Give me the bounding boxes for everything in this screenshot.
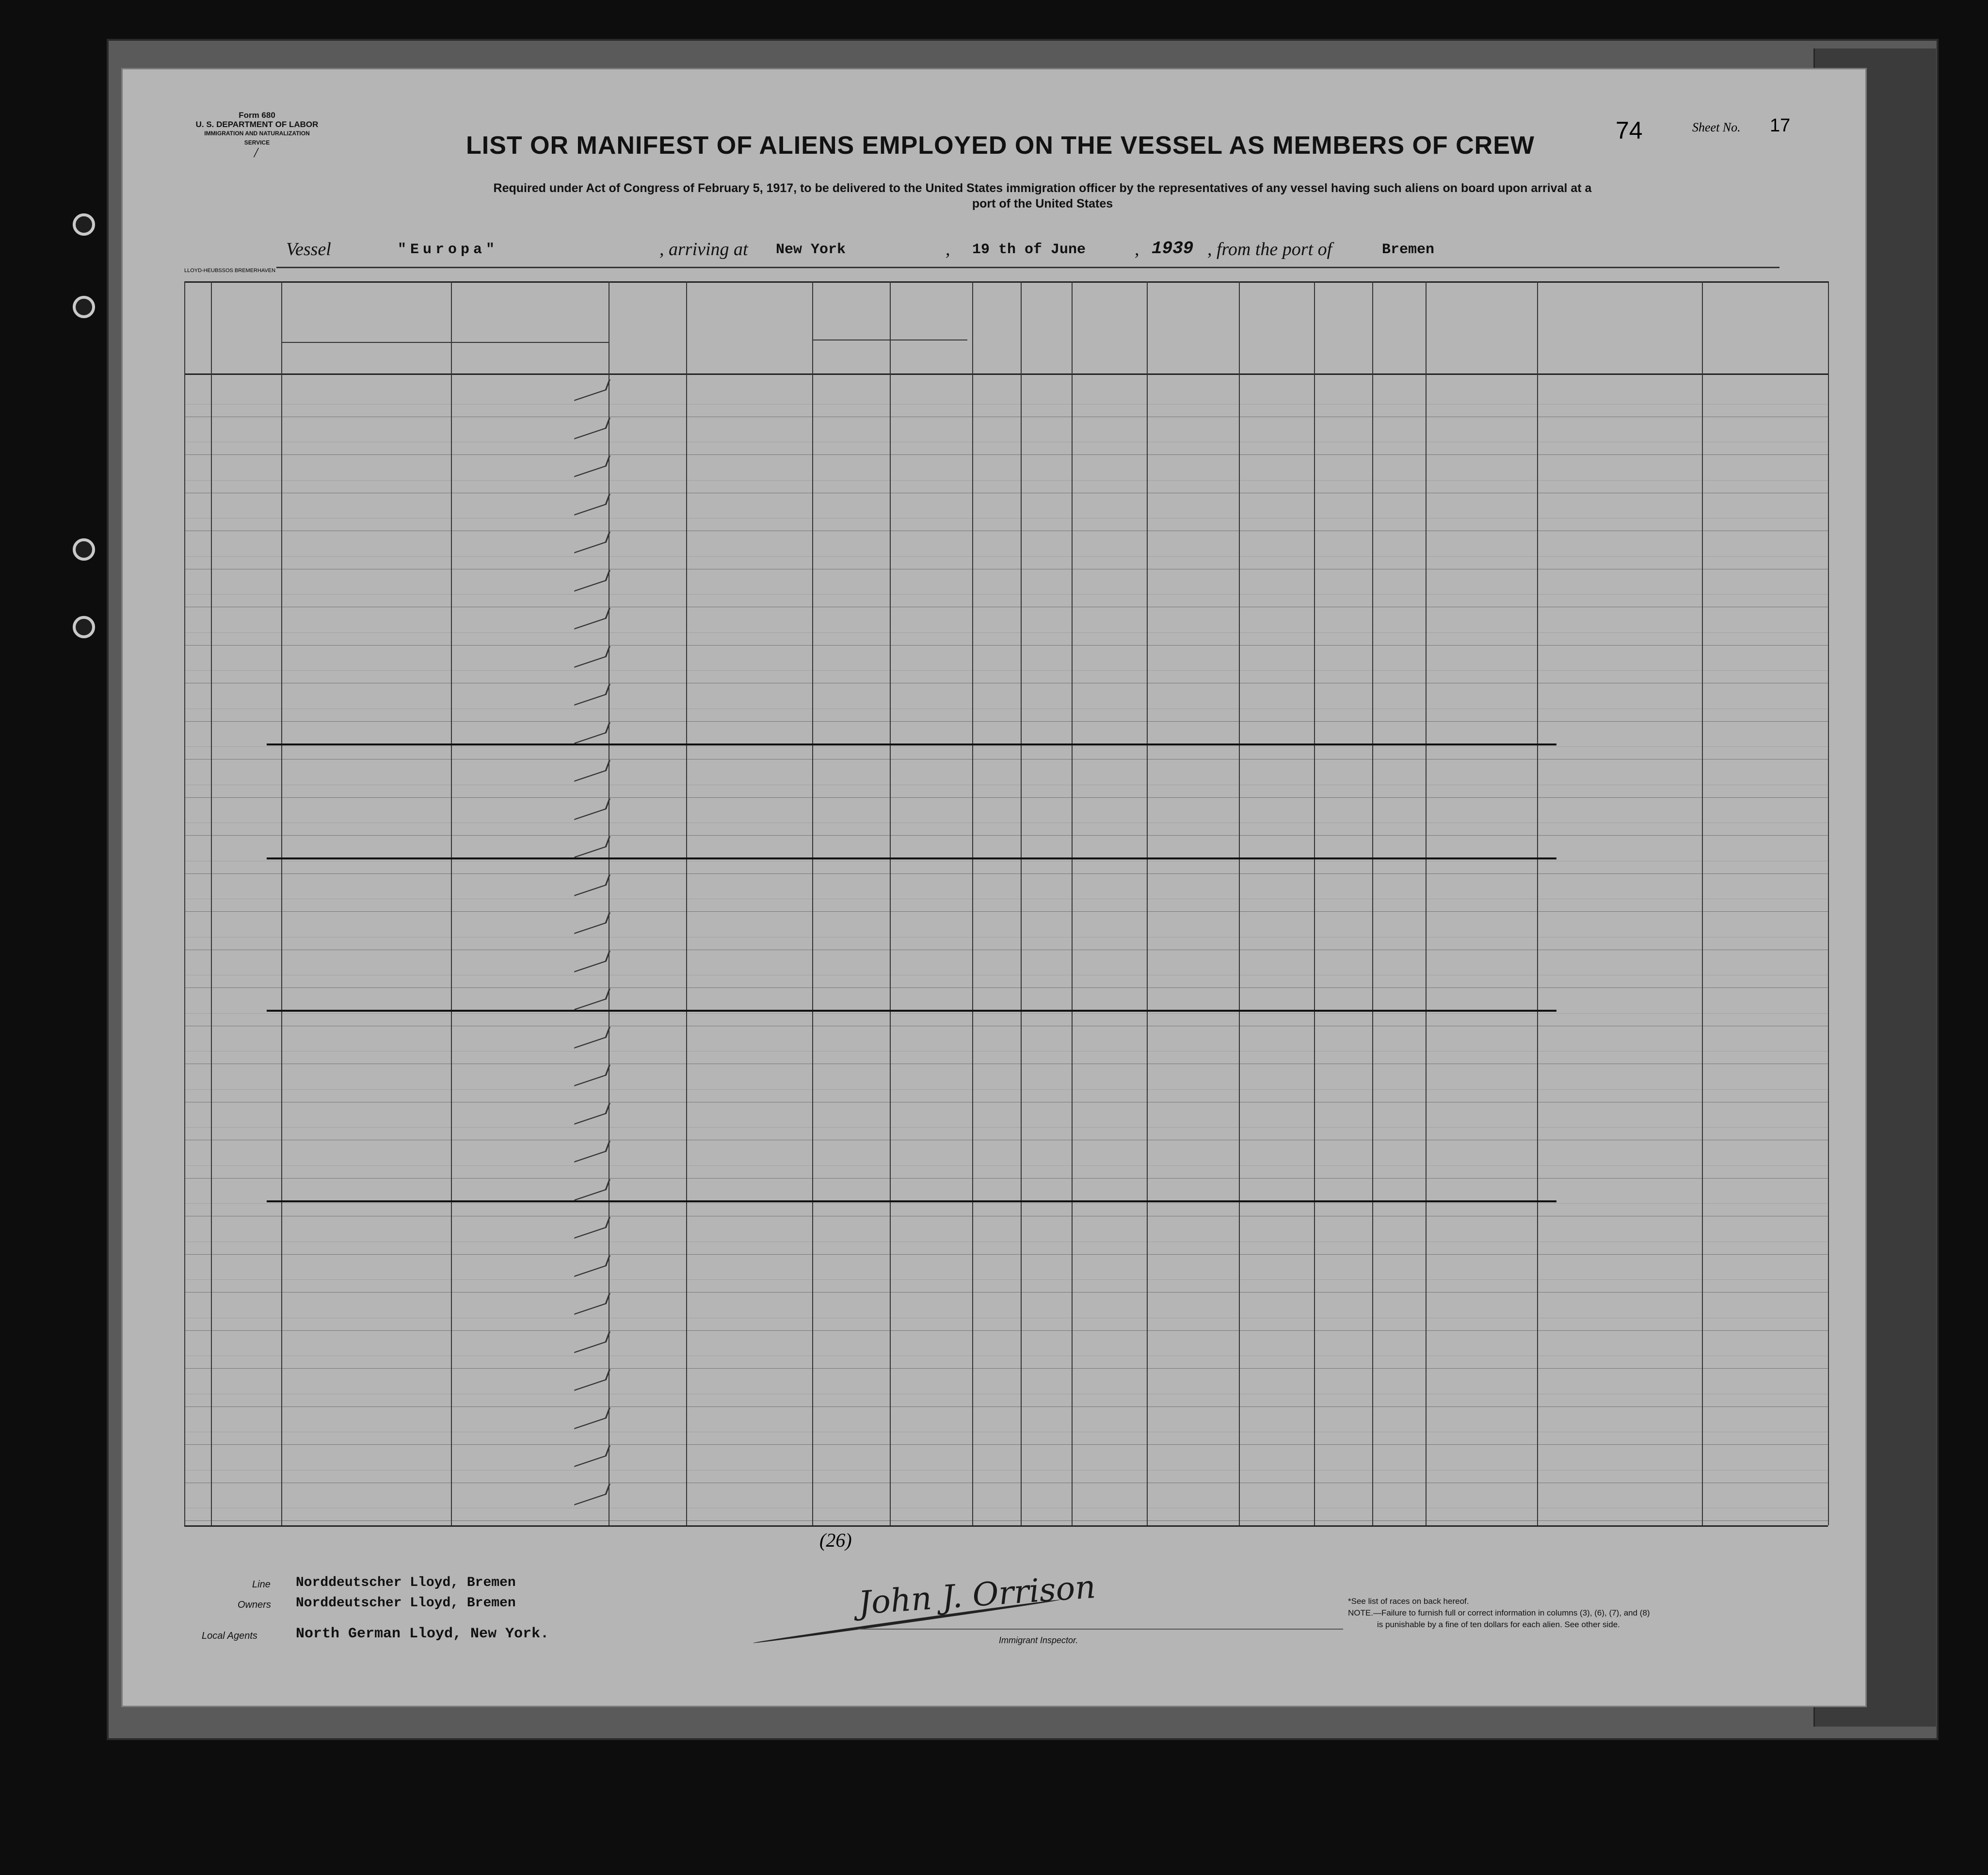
table-row [121,811,1867,849]
owners-value: Norddeutscher Lloyd, Bremen [296,1596,516,1611]
strike-through-line [267,1010,1556,1012]
table-row [121,1077,1867,1115]
table-row [121,1458,1867,1496]
departure-port: Bremen [1382,242,1435,258]
table-row [121,430,1867,469]
page-subtitle [257,180,1828,211]
inspector-signature: John J. Orrison [857,1568,1097,1622]
agents-label: Local Agents [202,1631,257,1641]
table-row [121,1496,1867,1535]
table-row [121,659,1867,697]
strike-through-line [267,744,1556,745]
table-row [121,1306,1867,1344]
fine-note-line1: NOTE.—Failure to furnish full or correct information in columns (3), (6), (7), and (8) [1348,1608,1650,1617]
table-row [121,1153,1867,1192]
page-number: 74 [1616,117,1643,144]
table-row [121,887,1867,925]
strike-through-line [267,857,1556,859]
races-note: *See list of races on back hereof. [1348,1597,1469,1606]
table-row [121,1192,1867,1230]
table-row [121,849,1867,887]
arriving-label: , arriving at [659,239,748,259]
comma: , [946,239,950,259]
agents-value: North German Lloyd, New York. [296,1626,549,1642]
table-row [121,582,1867,621]
line-value: Norddeutscher Lloyd, Bremen [296,1575,516,1590]
manifest-page [121,68,1867,1707]
vessel-line-rule [276,267,1780,268]
signature-line [858,1629,1343,1630]
form-number-block [194,111,320,147]
sheet-label: Sheet No. [1692,120,1741,134]
form-mark: / [254,145,258,161]
table-row [121,506,1867,545]
inspector-label: Immigrant Inspector. [999,1635,1078,1645]
table-row [121,1229,1867,1268]
subtitle-line: Required under Act of Congress of February 5, 1917, to be delivered to the United States immigration officer by the representatives of any vessel having such aliens on board upon arrival at a [493,181,1592,195]
arrival-date: 19 th of June [972,242,1086,258]
subtitle-line: port of the United States [972,197,1113,210]
crew-count: (26) [819,1529,852,1551]
table-row [121,620,1867,659]
table-row [121,392,1867,430]
table-row [121,1115,1867,1154]
table-row [121,468,1867,506]
binder-hole [73,538,95,561]
table-row [121,735,1867,773]
table-row [121,1268,1867,1306]
table-row [121,1420,1867,1458]
table-row [121,925,1867,963]
lloyd-stamp: LLOYD-HEUBSSOS BREMERHAVEN [184,268,276,274]
header-bottom-rule [184,373,1828,375]
table-row [121,1382,1867,1420]
table-row [121,696,1867,735]
table-row [121,963,1867,1002]
header-top-rule [184,281,1828,283]
form-number: Form 680 [239,111,275,120]
strike-through-line [267,1200,1556,1202]
department-name: U. S. DEPARTMENT OF LABOR [195,120,319,129]
table-row [121,1344,1867,1382]
owners-label: Owners [238,1600,271,1610]
binder-hole [73,296,95,318]
from-label: , from the port of [1207,239,1332,259]
service-name: IMMIGRATION AND NATURALIZATION SERVICE [204,130,310,146]
arriving-port: New York [776,242,846,258]
table-row [121,773,1867,811]
table-row [121,1039,1867,1078]
shipped-subrule [812,339,967,340]
comma: , [1135,239,1139,259]
page-title: LIST OR MANIFEST OF ALIENS EMPLOYED ON THE VESSEL AS MEMBERS OF CREW [466,131,1535,160]
sheet-number: 17 [1770,115,1791,136]
binder-hole [73,213,95,236]
binder-hole [73,616,95,638]
fine-note-line2: is punishable by a fine of ten dollars for each alien. See other side. [1377,1620,1620,1629]
vessel-name: "Europa" [398,242,499,258]
arrival-year: 1939 [1152,239,1194,259]
table-row [121,1001,1867,1039]
name-subrule [281,342,609,343]
vessel-label: Vessel [286,239,331,259]
table-row [121,544,1867,582]
line-label: Line [252,1579,271,1590]
check-mark [574,379,610,401]
